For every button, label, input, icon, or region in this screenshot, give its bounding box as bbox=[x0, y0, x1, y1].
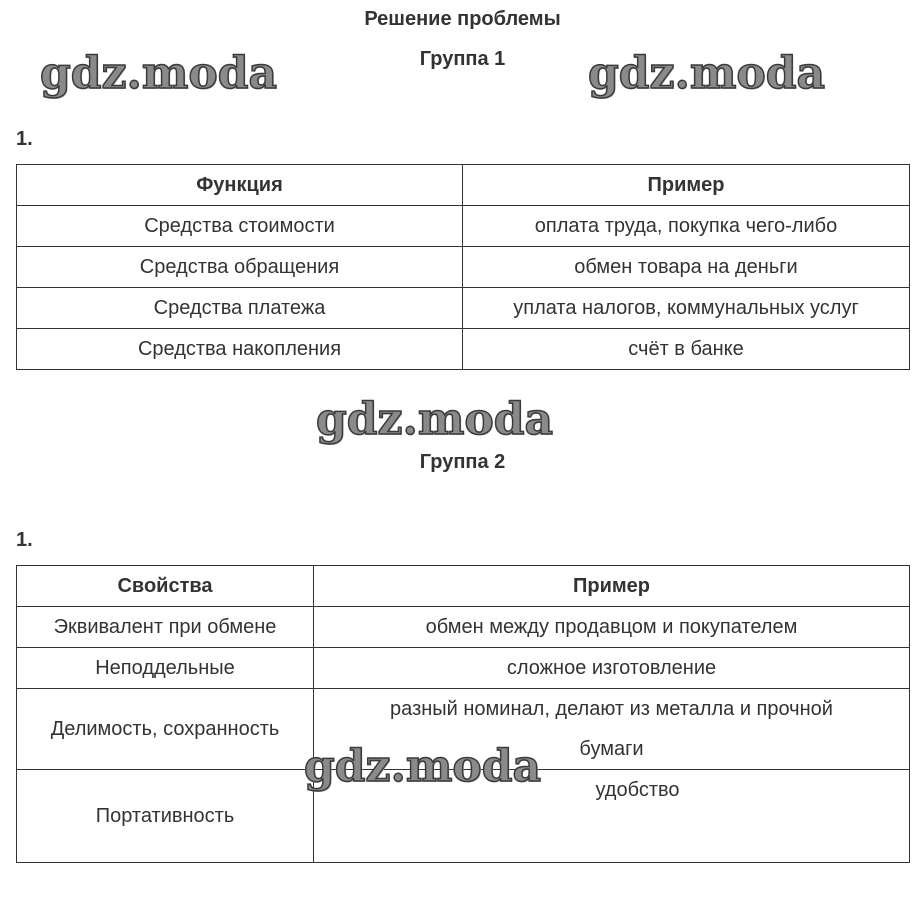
table-row bbox=[17, 648, 910, 689]
table-cell: оплата труда, покупка чего-либо bbox=[463, 206, 910, 247]
table-cell: Неподдельные bbox=[17, 648, 314, 689]
table-row bbox=[17, 206, 910, 247]
table-row bbox=[17, 247, 910, 288]
column-header: Пример bbox=[463, 165, 910, 206]
table-cell: Эквивалент при обмене bbox=[17, 607, 314, 648]
table-cell: Средства платежа bbox=[17, 288, 463, 329]
table-row bbox=[17, 288, 910, 329]
column-header: Пример bbox=[314, 566, 910, 607]
cell-text-line: разный номинал, делают из металла и прочной bbox=[390, 698, 833, 720]
table-cell: Средства стоимости bbox=[17, 206, 463, 247]
item-number: 1. bbox=[16, 529, 33, 551]
table-cell: обмен между продавцом и покупателем bbox=[314, 607, 910, 648]
table-header-row bbox=[17, 566, 910, 607]
column-header: Свойства bbox=[17, 566, 314, 607]
table-cell: счёт в банке bbox=[463, 329, 910, 370]
table-cell: Средства накопления bbox=[17, 329, 463, 370]
properties-table bbox=[16, 565, 910, 863]
page-title: Решение проблемы bbox=[364, 8, 561, 30]
table-cell: обмен товара на деньги bbox=[463, 247, 910, 288]
watermark-logo: gdz.moda bbox=[304, 741, 542, 792]
cell-text-line: бумаги bbox=[579, 738, 644, 760]
watermark-logo: gdz.moda bbox=[316, 394, 554, 445]
watermark-logo: gdz.moda bbox=[588, 48, 826, 99]
column-header: Функция bbox=[17, 165, 463, 206]
item-number: 1. bbox=[16, 128, 33, 150]
group1-heading: Группа 1 bbox=[419, 48, 506, 70]
table-cell: Средства обращения bbox=[17, 247, 463, 288]
table-row bbox=[17, 329, 910, 370]
table-cell: Портативность bbox=[17, 770, 314, 863]
cell-text-line: удобство bbox=[595, 779, 680, 801]
table-cell: уплата налогов, коммунальных услуг bbox=[463, 288, 910, 329]
table-row bbox=[17, 607, 910, 648]
table-header-row bbox=[17, 165, 910, 206]
functions-table bbox=[16, 164, 910, 370]
table-cell: Делимость, сохранность bbox=[17, 689, 314, 770]
group2-heading: Группа 2 bbox=[419, 451, 506, 473]
table-cell: сложное изготовление bbox=[314, 648, 910, 689]
watermark-logo: gdz.moda bbox=[40, 48, 278, 99]
